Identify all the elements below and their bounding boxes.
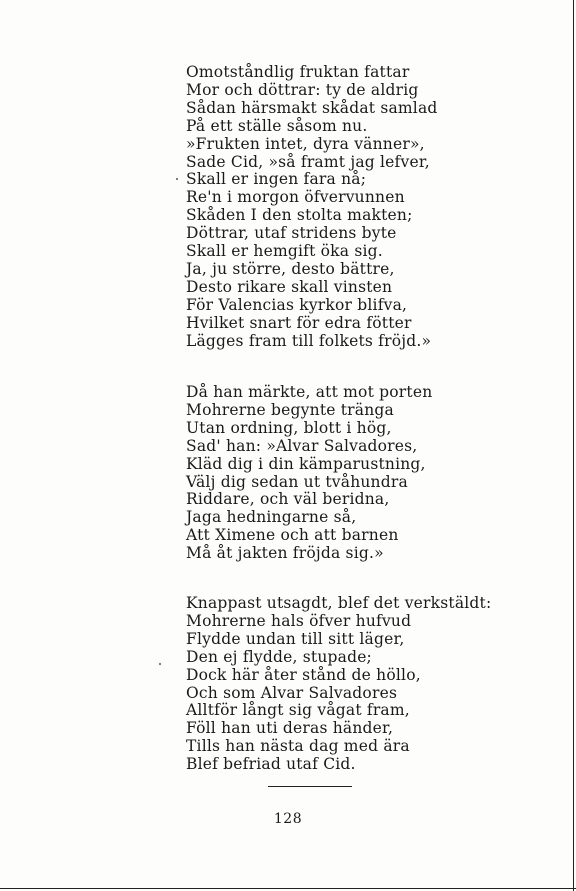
poem-line: Att Ximene och att barnen (186, 526, 399, 545)
poem-line: Mohrerne hals öfver hufvud (186, 611, 412, 630)
poem-line: Utan ordning, blott i hög, (186, 418, 392, 437)
poem-line: Hvilket snart för edra fötter (186, 313, 412, 332)
poem-line: Re'n i morgon öfvervunnen (186, 188, 405, 207)
poem-line: På ett ställe såsom nu. (186, 116, 368, 135)
poem-line: Döttrar, utaf stridens byte (186, 224, 397, 243)
poem-line: Välj dig sedan ut tvåhundra (186, 472, 408, 491)
poem-line: Alltför långt sig vågat fram, (186, 701, 410, 720)
poem-line: Sådan härsmakt skådat samlad (186, 98, 438, 117)
poem-line: Ja, ju större, desto bättre, (186, 259, 395, 278)
poem-line: Må åt jakten fröjda sig.» (186, 544, 384, 563)
poem-line: Skall er ingen fara nå; (186, 170, 367, 189)
page-edge-bottom (0, 888, 576, 889)
poem-stanza-2 (186, 384, 432, 563)
poem-line: Skall er hemgift öka sig. (186, 242, 383, 261)
poem-line: Flydde undan till sitt läger, (186, 629, 405, 648)
poem-line: Dock här åter stånd de höllo, (186, 665, 421, 684)
poem-line: Mor och döttrar: ty de aldrig (186, 80, 419, 99)
poem-line: »Frukten intet, dyra vänner», (186, 134, 425, 153)
poem-stanza-3 (186, 595, 491, 774)
poem-line: Riddare, och väl beridna, (186, 490, 390, 509)
page-number: 128 (273, 811, 303, 827)
ink-speck (176, 178, 178, 180)
poem-line: Lägges fram till folkets fröjd.» (186, 331, 432, 350)
poem-stanza-1 (186, 64, 438, 351)
page-edge-right (573, 0, 574, 891)
poem-line: Kläd dig i din kämparustning, (186, 454, 426, 473)
poem-line: Då han märkte, att mot porten (186, 383, 433, 401)
poem-line: För Valencias kyrkor blifva, (186, 295, 408, 314)
poem-line: Sade Cid, »så framt jag lefver, (186, 152, 430, 171)
poem-line: Tills han nästa dag med ära (186, 737, 410, 756)
poem-line: Skåden I den stolta makten; (186, 206, 413, 225)
poem-line: Föll han uti deras händer, (186, 719, 394, 738)
poem-line: Desto rikare skall vinsten (186, 277, 393, 296)
poem-line: Knappast utsagdt, blef det verkstäldt: (186, 594, 492, 612)
poem-line: Och som Alvar Salvadores (186, 683, 398, 702)
poem-line: Sad' han: »Alvar Salvadores, (186, 436, 418, 455)
ink-speck (159, 663, 161, 665)
poem-line: Omotståndlig fruktan fattar (186, 63, 410, 81)
poem-line: Den ej flydde, stupade; (186, 647, 372, 666)
poem-line: Jaga hedningarne så, (186, 508, 357, 527)
footer-rule (268, 786, 352, 787)
poem-line: Blef befriad utaf Cid. (186, 755, 356, 774)
poem-line: Mohrerne begynte tränga (186, 400, 394, 419)
